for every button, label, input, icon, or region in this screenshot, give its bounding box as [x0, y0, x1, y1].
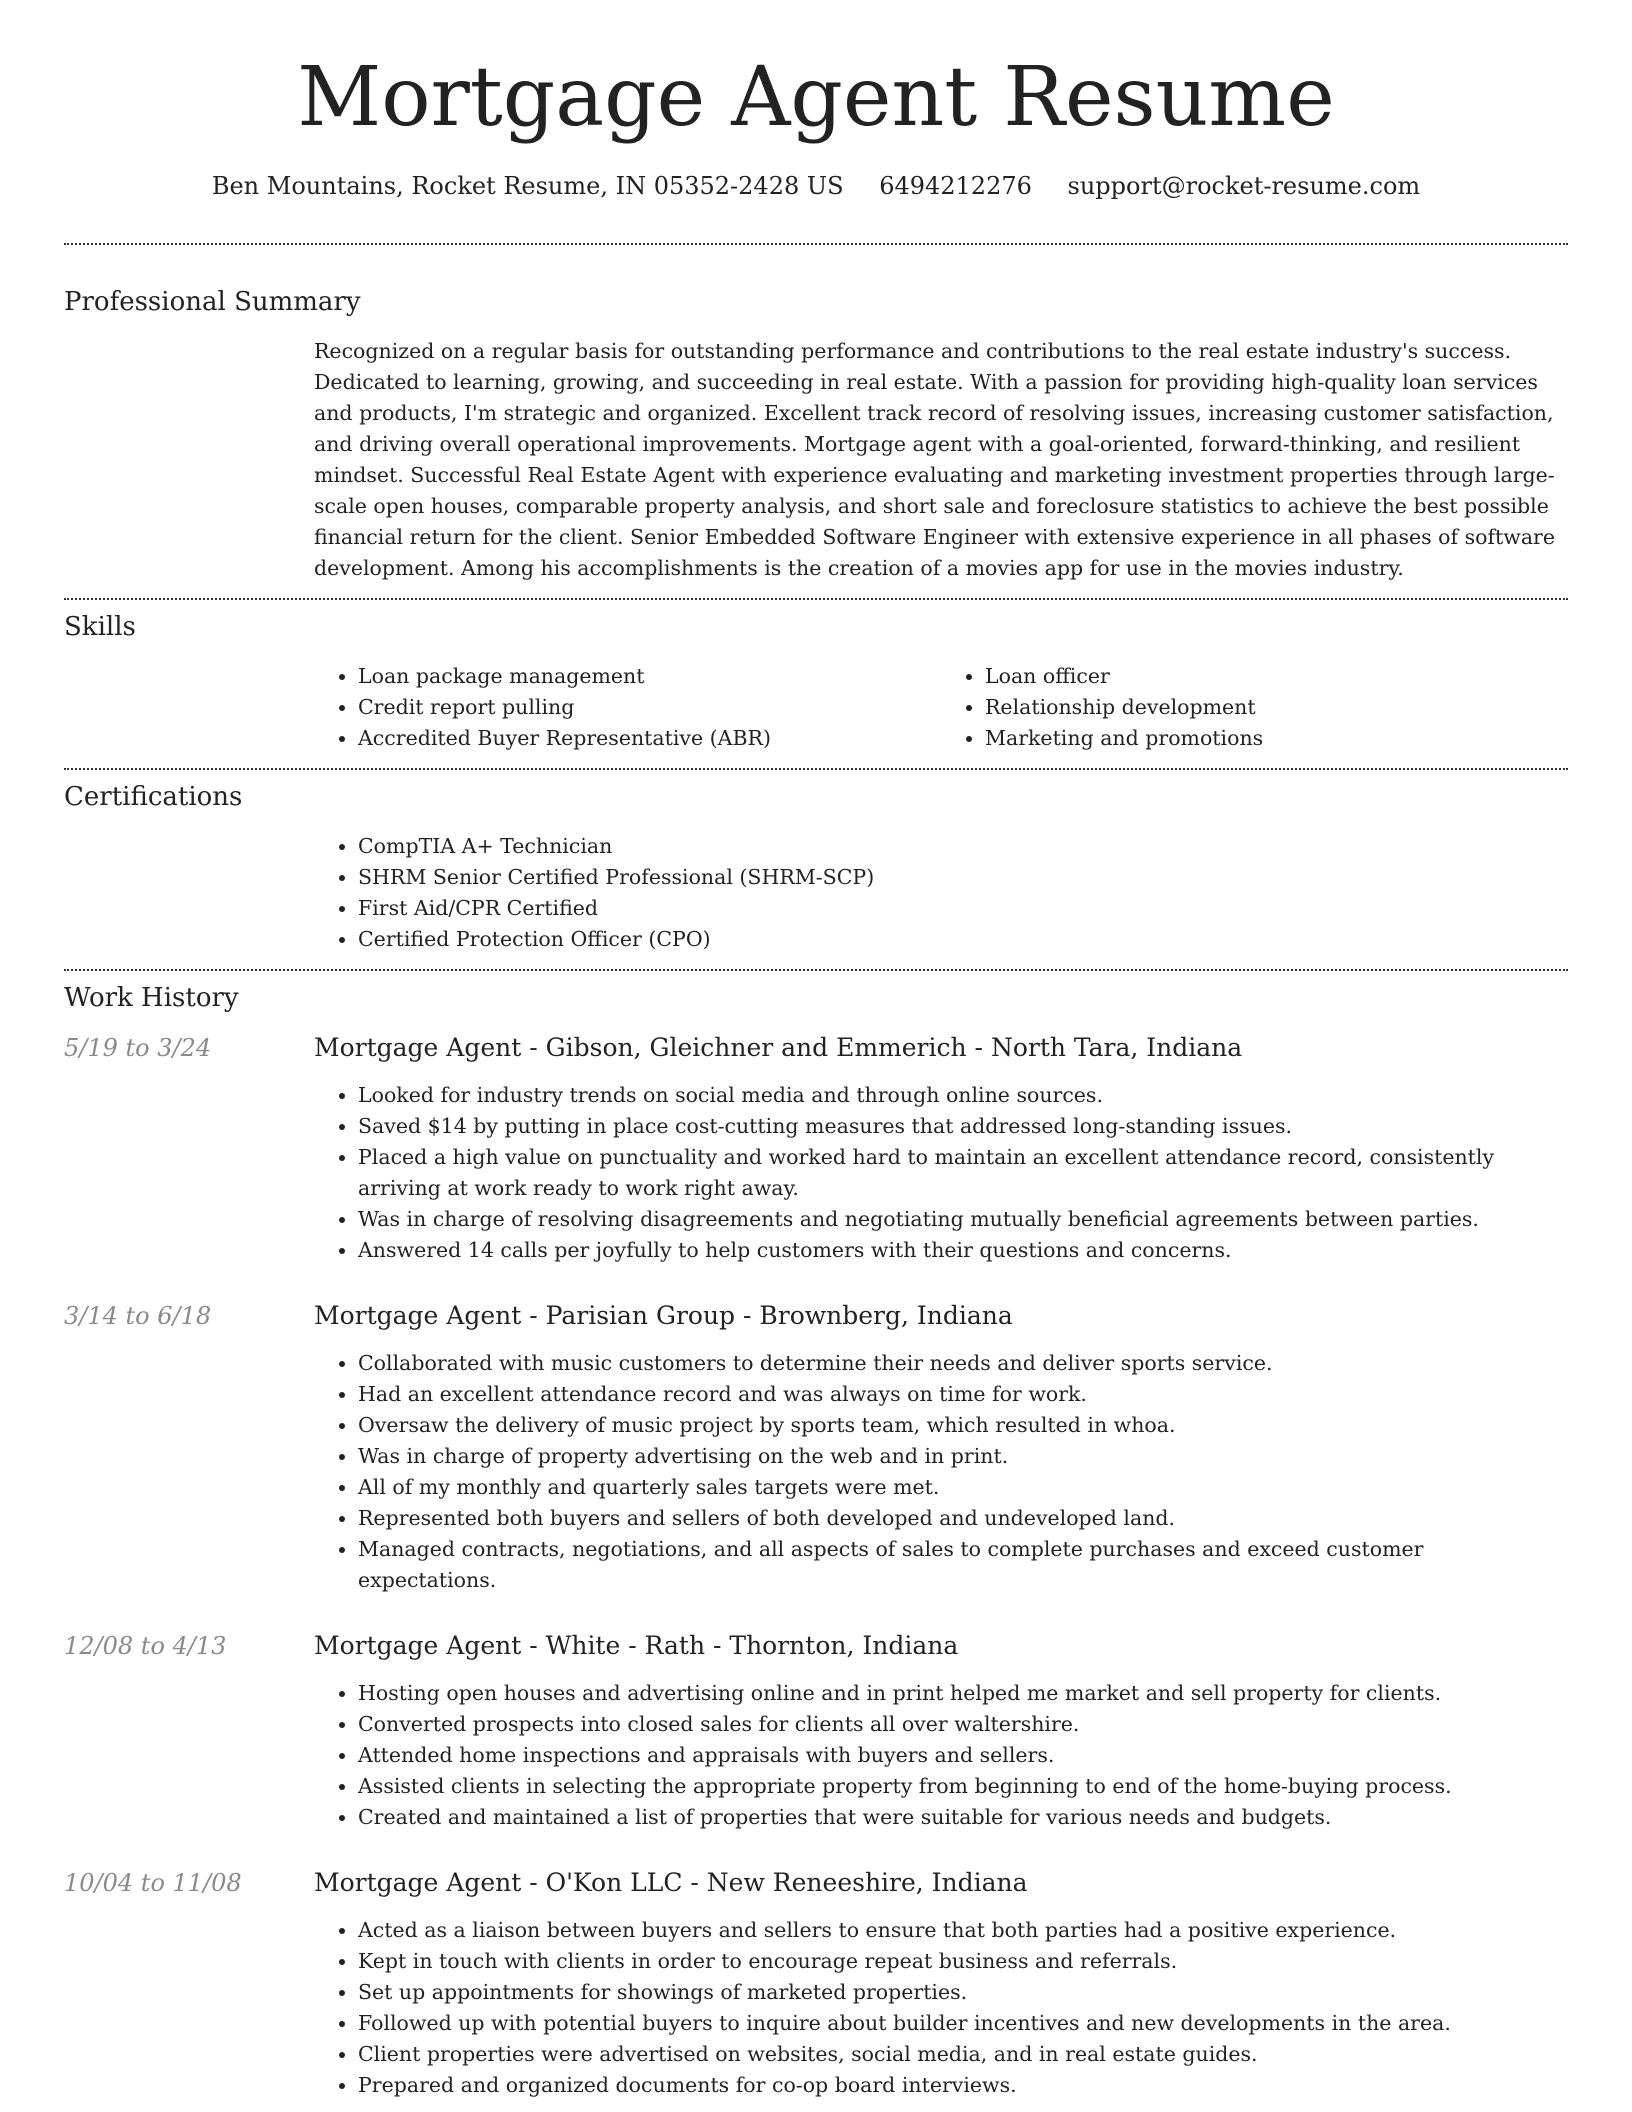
job-bullet: • Acted as a liaison between buyers and sellers to ensure that both parties had a positive experience.	[358, 1915, 1568, 1946]
contact-line	[64, 172, 1568, 201]
job-bullet: • Managed contracts, negotiations, and all aspects of sales to complete purchases and exceed customer expectations.	[358, 1534, 1568, 1596]
work-history-section	[64, 971, 1568, 2101]
job-bullet: • Represented both buyers and sellers of both developed and undeveloped land.	[358, 1503, 1568, 1534]
contact-email: support@rocket-resume.com	[1067, 171, 1421, 200]
skill-item: • Loan officer	[985, 661, 1568, 692]
job-bullet: • Answered 14 calls per joyfully to help customers with their questions and concerns.	[358, 1235, 1568, 1266]
job-title: Mortgage Agent - O'Kon LLC - New Reneeshire, Indiana	[314, 1868, 1028, 1898]
job-bullets	[314, 1915, 1568, 2101]
job-bullet: • Collaborated with music customers to determine their needs and deliver sports service.	[358, 1348, 1568, 1379]
job-details	[314, 1300, 1568, 1596]
summary-body	[314, 336, 1568, 584]
certification-item: • CompTIA A+ Technician	[358, 831, 1568, 862]
skill-item: • Accredited Buyer Representative (ABR)	[358, 723, 941, 754]
summary-text: Recognized on a regular basis for outstanding performance and contributions to the real estate industry's success. Dedicated to learning, growing, and succeeding in real estate. With a passion for providing high-quality loan services and products, I'm strategic and organized. Excellent track record of resolving issues, increasing customer satisfaction, and driving overall operational improvements. Mortgage agent with a goal-oriented, forward-thinking, and resilient mindset. Successful Real Estate Agent with experience evaluating and marketing investment properties through large-scale open houses, comparable property analysis, and short sale and foreclosure statistics to achieve the best possible financial return for the client. Senior Embedded Software Engineer with extensive experience in all phases of software development. Among his accomplishments is the creation of a movies app for use in the movies industry.	[314, 338, 1555, 580]
job-bullet: • Looked for industry trends on social media and through online sources.	[358, 1080, 1568, 1111]
job-bullets	[314, 1348, 1568, 1596]
job-dates: 5/19 to 3/24	[64, 1034, 212, 1063]
job-bullet: • Hosting open houses and advertising online and in print helped me market and sell property for clients.	[358, 1678, 1568, 1709]
job-bullet: • Was in charge of property advertising on the web and in print.	[358, 1441, 1568, 1472]
job-bullet: • All of my monthly and quarterly sales targets were met.	[358, 1472, 1568, 1503]
job-bullets	[314, 1678, 1568, 1833]
certifications-list	[314, 831, 1568, 955]
summary-heading: Professional Summary	[64, 286, 361, 317]
job-bullet: • Prepared and organized documents for co-op board interviews.	[358, 2070, 1568, 2101]
certifications-body	[314, 831, 1568, 955]
job-bullet: • Set up appointments for showings of marketed properties.	[358, 1977, 1568, 2008]
resume-title: Mortgage Agent Resume	[297, 50, 1335, 145]
certifications-section	[64, 770, 1568, 955]
job-entry	[64, 1630, 1568, 1833]
skills-list-right	[941, 661, 1568, 754]
certification-item: • SHRM Senior Certified Professional (SHRM-SCP)	[358, 862, 1568, 893]
job-entry	[64, 1032, 1568, 1266]
job-details	[314, 1867, 1568, 2101]
job-bullet: • Was in charge of resolving disagreements and negotiating mutually beneficial agreements between parties.	[358, 1204, 1568, 1235]
job-bullet: • Followed up with potential buyers to inquire about builder incentives and new developments in the area.	[358, 2008, 1568, 2039]
job-bullet: • Attended home inspections and appraisals with buyers and sellers.	[358, 1740, 1568, 1771]
job-bullet: • Converted prospects into closed sales for clients all over waltershire.	[358, 1709, 1568, 1740]
job-title: Mortgage Agent - Gibson, Gleichner and Emmerich - North Tara, Indiana	[314, 1033, 1243, 1063]
summary-section	[64, 245, 1568, 584]
job-details	[314, 1032, 1568, 1266]
skills-body	[314, 661, 1568, 768]
job-details	[314, 1630, 1568, 1833]
skill-item: • Relationship development	[985, 692, 1568, 723]
skills-heading: Skills	[64, 611, 136, 642]
job-title: Mortgage Agent - White - Rath - Thornton, Indiana	[314, 1631, 959, 1661]
job-bullet: • Assisted clients in selecting the appropriate property from beginning to end of the home-buying process.	[358, 1771, 1568, 1802]
job-title: Mortgage Agent - Parisian Group - Brownberg, Indiana	[314, 1301, 1013, 1331]
contact-address: Ben Mountains, Rocket Resume, IN 05352-2428 US	[211, 171, 844, 200]
certifications-heading: Certifications	[64, 782, 243, 812]
skill-item: • Loan package management	[358, 661, 941, 692]
certification-item: • First Aid/CPR Certified	[358, 893, 1568, 924]
job-bullet: • Kept in touch with clients in order to encourage repeat business and referrals.	[358, 1946, 1568, 1977]
job-entry	[64, 1867, 1568, 2101]
work-history-heading: Work History	[64, 983, 239, 1014]
job-bullet: • Saved $14 by putting in place cost-cutting measures that addressed long-standing issues.	[358, 1111, 1568, 1142]
job-dates: 10/04 to 11/08	[64, 1869, 242, 1898]
job-dates: 12/08 to 4/13	[64, 1632, 227, 1661]
skill-item: • Credit report pulling	[358, 692, 941, 723]
skills-section	[64, 600, 1568, 768]
job-entry	[64, 1300, 1568, 1596]
job-bullet: • Placed a high value on punctuality and worked hard to maintain an excellent attendance record, consistently arriving at work ready to work right away.	[358, 1142, 1568, 1204]
job-bullet: • Oversaw the delivery of music project by sports team, which resulted in whoa.	[358, 1410, 1568, 1441]
job-dates: 3/14 to 6/18	[64, 1302, 212, 1331]
contact-phone: 6494212276	[879, 171, 1032, 200]
job-bullet: • Had an excellent attendance record and was always on time for work.	[358, 1379, 1568, 1410]
job-bullets	[314, 1080, 1568, 1266]
certification-item: • Certified Protection Officer (CPO)	[358, 924, 1568, 955]
job-bullet: • Client properties were advertised on websites, social media, and in real estate guides.	[358, 2039, 1568, 2070]
job-bullet: • Created and maintained a list of properties that were suitable for various needs and budgets.	[358, 1802, 1568, 1833]
resume-header	[64, 0, 1568, 201]
skills-list-left	[314, 661, 941, 754]
skill-item: • Marketing and promotions	[985, 723, 1568, 754]
